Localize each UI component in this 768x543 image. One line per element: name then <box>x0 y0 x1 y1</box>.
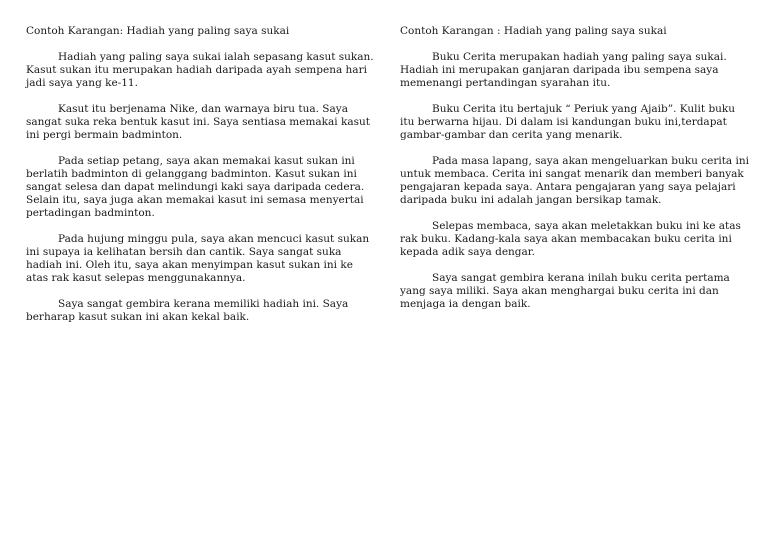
left-paragraph-2: Kasut itu berjenama Nike, dan warnaya biru tua. Saya sangat suka reka bentuk kasut ini. Saya sentiasa memakai kasut ini pergi bermain badminton. <box>26 103 370 141</box>
left-paragraph-3: Pada setiap petang, saya akan memakai kasut sukan ini berlatih badminton di gelanggang badminton. Kasut sukan ini sangat selesa dan dapat melindungi kaki saya daripada cedera. Selain itu, saya juga akan memakai kasut ini semasa menyertai pertadingan badminton. <box>26 155 365 219</box>
left-paragraph-5: Saya sangat gembira kerana memiliki hadiah ini. Saya berharap kasut sukan ini akan kekal baik. <box>26 298 349 323</box>
right-paragraph-3: Pada masa lapang, saya akan mengeluarkan buku cerita ini untuk membaca. Cerita ini sangat menarik dan memberi banyak pengajaran kepada saya. Antara pengajaran yang saya pelajari daripada buku ini adalah jangan bersikap tamak. <box>400 155 749 206</box>
left-paragraph-4: Pada hujung minggu pula, saya akan mencuci kasut sukan ini supaya ia kelihatan bersih dan cantik. Saya sangat suka hadiah ini. Oleh itu, saya akan menyimpan kasut sukan ini ke atas rak kasut selepas menggunakannya. <box>26 233 370 284</box>
right-paragraph-2: Buku Cerita itu bertajuk “ Periuk yang Ajaib”. Kulit buku itu berwarna hijau. Di dalam isi kandungan buku ini,terdapat gambar-gambar dan cerita yang menarik. <box>400 103 736 141</box>
left-essay <box>26 25 376 337</box>
left-paragraph-1: Hadiah yang paling saya sukai ialah sepasang kasut sukan. Kasut sukan itu merupakan hadiah daripada ayah sempena hari jadi saya yang ke-11. <box>26 51 374 89</box>
left-essay-title: Contoh Karangan: Hadiah yang paling saya sukai <box>26 25 290 37</box>
right-paragraph-4: Selepas membaca, saya akan meletakkan buku ini ke atas rak buku. Kadang-kala saya akan membacakan buku cerita ini kepada adik saya dengar. <box>400 220 741 258</box>
right-paragraph-5: Saya sangat gembira kerana inilah buku cerita pertama yang saya miliki. Saya akan menghargai buku cerita ini dan menjaga ia dengan baik. <box>400 272 730 310</box>
right-essay <box>400 25 750 324</box>
right-essay-title: Contoh Karangan : Hadiah yang paling saya sukai <box>400 25 667 37</box>
right-paragraph-1: Buku Cerita merupakan hadiah yang paling saya sukai. Hadiah ini merupakan ganjaran daripada ibu sempena saya memenangi pertandingan syarahan itu. <box>400 51 727 89</box>
